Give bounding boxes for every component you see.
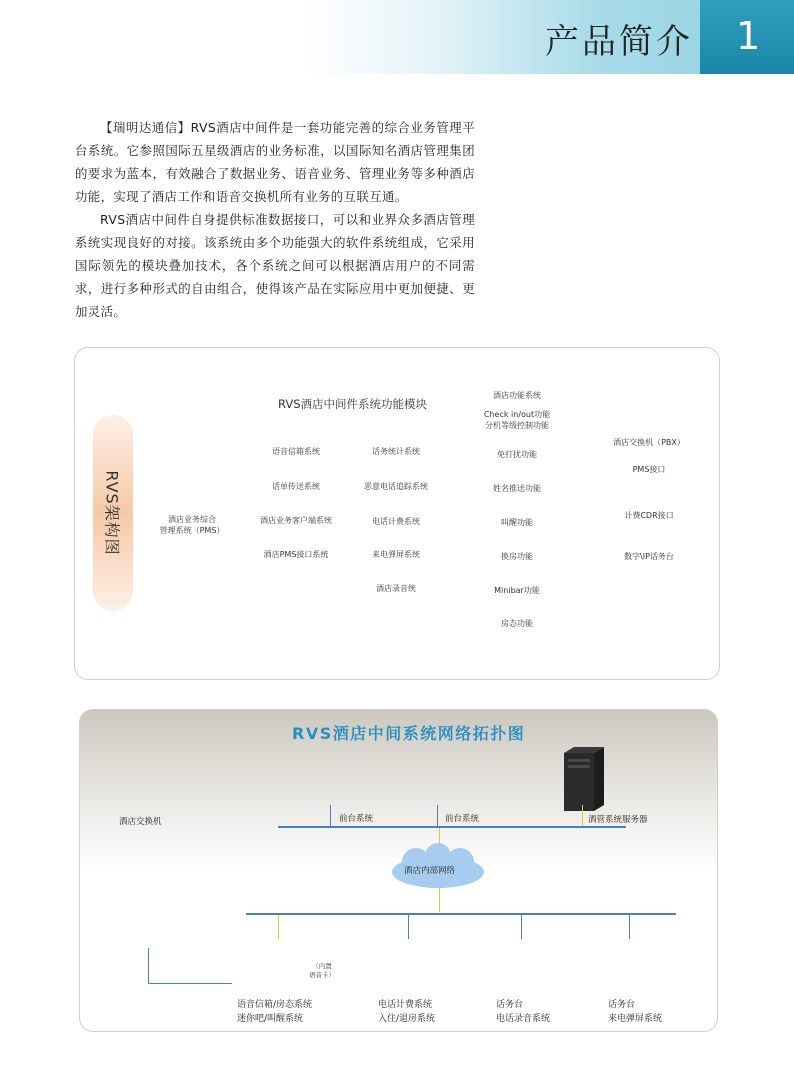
server-label: 酒管系统服务器 [588,815,648,825]
front-desk-label: 前台系统 [445,814,480,824]
network-title: RVS酒店中间系统网络拓扑图 [292,724,526,743]
device-group-2 [378,998,435,1026]
intro-paragraph: 【瑞明达通信】RVS酒店中间件是一套功能完善的综合业务管理平台系统。它参照国际五星级酒店的业务标准，以国际知名酒店管理集团的要求为蓝本，有效融合了数据业务、语音业务、管理业务等多种酒店功能，实现了酒店工作和语音交换机所有业务的互联互通。 [75,120,475,204]
switch-label: 酒店交换机 [119,817,162,827]
architecture-side-label: RVS架构图 [102,470,122,556]
device-drop [278,915,279,939]
hotel-function-item: 姓名推送功能 [493,484,541,493]
pbx-item: PMS接口 [632,465,666,474]
device-label: 来电弹屏系统 [608,1014,663,1024]
module-item: 酒店业务客户端系统 [260,516,332,525]
device-label: 入住/退房系统 [378,1014,436,1024]
device-label: 电话录音系统 [496,1014,551,1024]
front-desk-drop [437,805,438,827]
module-item: 语音信箱系统 [272,447,320,456]
module-item: 来电弹屏系统 [372,550,420,559]
switch-connector [148,948,149,984]
hotel-function-item: 换房功能 [501,552,533,561]
module-item: 话单传送系统 [272,482,320,491]
voice-card-label: （内置 [312,962,332,970]
pms-label-line1: 酒店业务综合 [168,515,216,524]
device-group-3 [496,998,550,1026]
device-group-4 [608,998,662,1026]
cloud-label: 酒店内部网络 [404,866,456,876]
hotel-function-item: 房态功能 [501,619,533,628]
module-item: 话务统计系统 [372,447,420,456]
hotel-function-item: Minibar功能 [494,586,540,595]
device-drop [408,915,409,939]
pms-label-line2: 管理系统（PMS） [159,526,225,535]
module-item: 电话计费系统 [372,517,420,526]
device-label: 话务台 [608,1000,636,1010]
device-drop [629,915,630,939]
module-item: 酒店PMS接口系统 [263,550,329,559]
lower-network-bus [246,913,676,915]
device-drop [521,915,522,939]
hotel-function-sub: Check in/out功能 [483,410,551,419]
pbx-item: 数字\IP话务台 [624,552,674,561]
upper-network-bus [278,826,626,828]
hotel-function-item: 叫醒功能 [501,518,533,527]
switch-connector [148,983,232,984]
intro-text [75,116,475,323]
module-item: 恶意电话追踪系统 [364,482,428,491]
page-title: 产品简介 [545,22,693,62]
device-label: 语音信箱/房态系统 [237,1000,313,1010]
device-label: 话务台 [496,1000,524,1010]
front-desk-label: 前台系统 [339,814,374,824]
hotel-function-sub: 分机等级控制功能 [485,421,549,430]
module-item: 酒店录音统 [376,584,416,593]
device-label: 电话计费系统 [378,1000,433,1010]
server-icon [560,747,606,811]
intro-paragraph: RVS酒店中间件自身提供标准数据接口，可以和业界众多酒店管理系统实现良好的对接。该系统由多个功能强大的软件系统组成，它采用国际领先的模块叠加技术，各个系统之间可以根据酒店用户的不同需求，进行多种形式的自由组合，使得该产品在实际应用中更加便捷、更加灵活。 [75,212,475,319]
server-drop [582,805,583,827]
middleware-title: RVS酒店中间件系统功能模块 [278,397,428,411]
voice-card-label: 语音卡） [309,971,335,979]
device-label: 迷你吧/叫醒系统 [237,1014,304,1024]
hotel-function-item: 免打扰功能 [497,450,537,459]
page-number: 1 [736,14,761,58]
hotel-functions-title: 酒店功能系统 [493,391,541,400]
device-group-1 [237,998,312,1026]
pbx-title: 酒店交换机（PBX） [613,438,685,447]
front-desk-drop [330,805,331,827]
pbx-item: 计费CDR接口 [624,511,674,520]
